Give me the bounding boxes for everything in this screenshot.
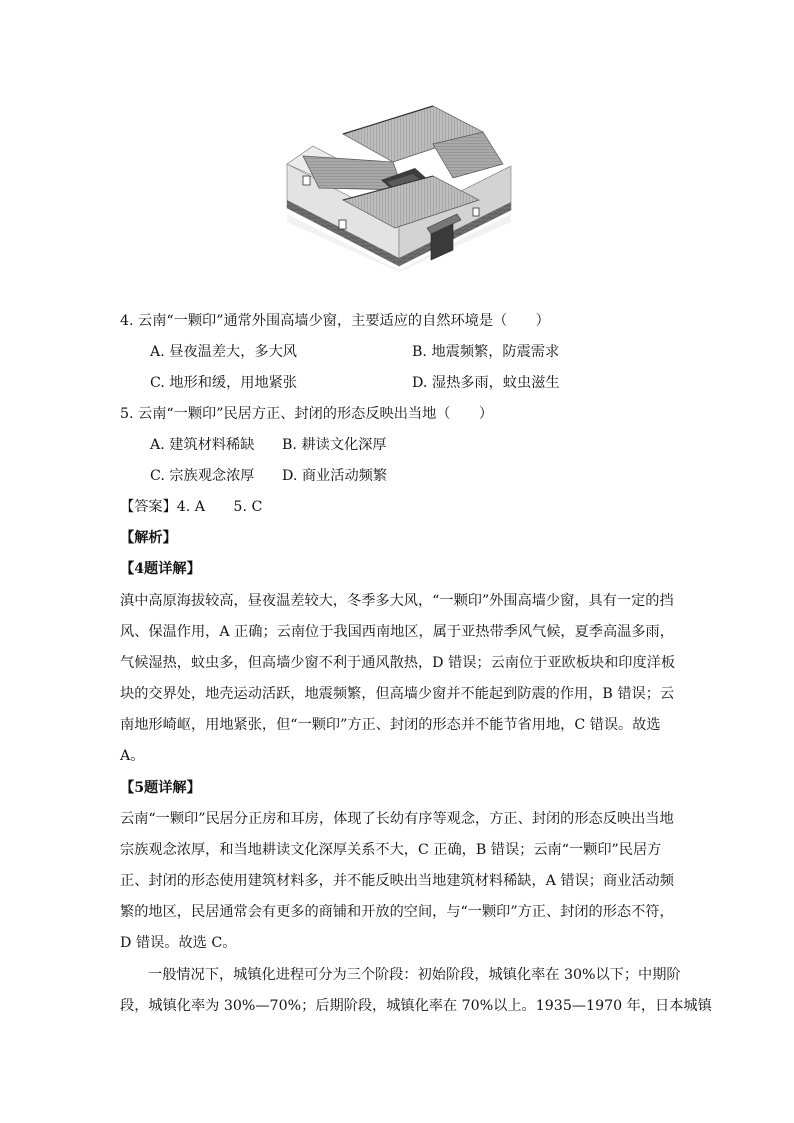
detail-4-line: 风、保温作用，A 正确；云南位于我国西南地区，属于亚热带季风气候，夏季高温多雨， (120, 624, 674, 640)
detail-5-line: 云南“一颗印”民居分正房和耳房，体现了长幼有序等观念，方正、封闭的形态反映出当地 (120, 811, 674, 827)
question-4-option-b: B. 地震频繁，防震需求 (412, 344, 560, 360)
detail-5-line: 宗族观念浓厚，和当地耕读文化深厚关系不大，C 正确，B 错误；云南“一颗印”民居方 (120, 842, 662, 858)
question-5-option-b: B. 耕读文化深厚 (282, 437, 387, 453)
detail-5-line: 正、封闭的形态使用建筑材料多，并不能反映出当地建筑材料稀缺，A 错误；商业活动频 (120, 873, 674, 889)
next-material-line: 一般情况下，城镇化进程可分为三个阶段：初始阶段，城镇化率在 30%以下；中期阶 (148, 967, 681, 983)
question-5-option-c: C. 宗族观念浓厚 (150, 468, 255, 484)
detail-4-line: 块的交界处，地壳运动活跃，地震频繁，但高墙少窗并不能起到防震的作用，B 错误；云 (120, 686, 675, 702)
detail-4-line: 滇中高原海拔较高，昼夜温差较大，冬季多大风，“一颗印”外围高墙少窗，具有一定的挡 (120, 593, 674, 609)
detail-4-label: 【4题详解】 (120, 561, 201, 577)
answer-line: 【答案】4. A 5. C (120, 499, 263, 515)
detail-4-line: A。 (120, 748, 145, 764)
detail-5-line: D 错误。故选 C。 (120, 935, 237, 951)
question-4-option-a: A. 昼夜温差大，多大风 (150, 344, 297, 360)
question-5-stem: 5. 云南“一颗印”民居方正、封闭的形态反映出当地（ ） (120, 406, 494, 422)
question-4-stem: 4. 云南“一颗印”通常外围高墙少窗，主要适应的自然环境是（ ） (120, 313, 550, 329)
question-5-option-a: A. 建筑材料稀缺 (150, 437, 255, 453)
detail-4-line: 气候湿热，蚊虫多，但高墙少窗不利于通风散热，D 错误；云南位于亚欧板块和印度洋板 (120, 655, 676, 671)
question-4-option-d: D. 湿热多雨，蚊虫滋生 (412, 375, 560, 391)
question-5-option-d: D. 商业活动频繁 (282, 468, 388, 484)
question-4-option-c: C. 地形和缓，用地紧张 (150, 375, 298, 391)
courtyard-house-illustration (283, 104, 515, 272)
detail-5-line: 繁的地区，民居通常会有更多的商铺和开放的空间，与“一颗印”方正、封闭的形态不符， (120, 904, 674, 920)
next-material-line: 段，城镇化率为 30%—70%；后期阶段，城镇化率在 70%以上。1935—1970 年，日本城镇 (120, 998, 712, 1014)
detail-4-line: 南地形崎岖，用地紧张，但“一颗印”方正、封闭的形态并不能节省用地，C 错误。故选 (120, 717, 661, 733)
detail-5-label: 【5题详解】 (120, 780, 201, 796)
analysis-label: 【解析】 (120, 530, 177, 546)
